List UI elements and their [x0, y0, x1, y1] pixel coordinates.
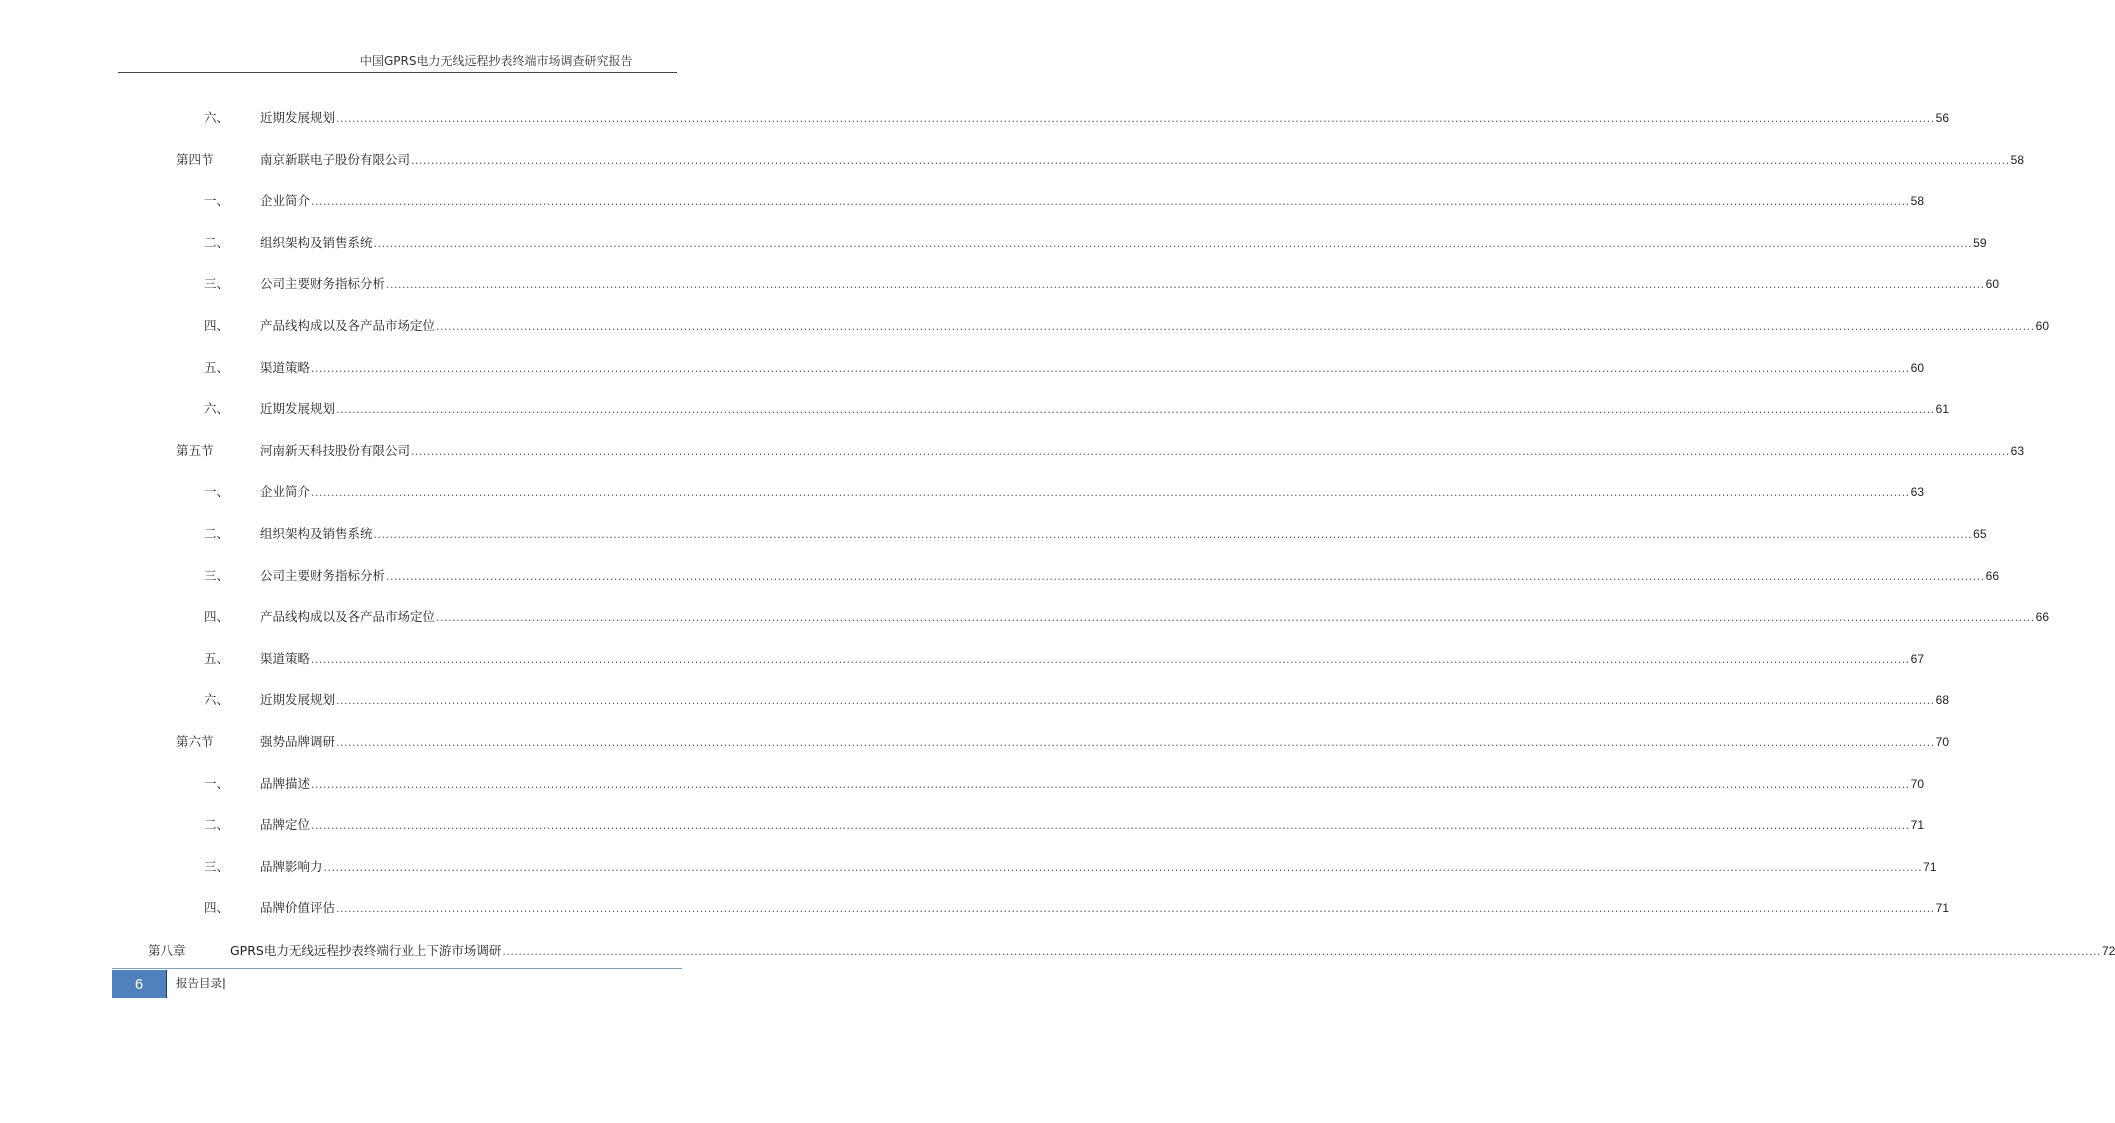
toc-entry-title: 近期发展规划	[260, 692, 336, 707]
toc-entry-title: 产品线构成以及各产品市场定位	[260, 318, 436, 333]
toc-dot-leader: ................................................................................................................................................................................................................................................................................................................................................................................................................	[411, 154, 2010, 167]
toc-entry-title: 品牌影响力	[260, 859, 323, 874]
toc-entry[interactable]	[0, 316, 2050, 336]
toc-dot-leader: ................................................................................................................................................................................................................................................................................................................................................................................................................	[411, 445, 2010, 458]
toc-entry[interactable]	[0, 399, 1950, 419]
toc-entry-title: 河南新天科技股份有限公司	[260, 443, 411, 458]
toc-entry-number: 五、	[204, 651, 230, 666]
toc-dot-leader: ................................................................................................................................................................................................................................................................................................................................................................................................................	[502, 945, 2101, 958]
toc-entry-number: 二、	[204, 526, 230, 541]
toc-entry-title: 企业简介	[260, 484, 311, 499]
page-number: 6	[112, 970, 166, 998]
toc-entry-number: 四、	[204, 900, 230, 915]
toc-entry[interactable]	[0, 941, 2115, 961]
toc-dot-leader: ................................................................................................................................................................................................................................................................................................................................................................................................................	[373, 237, 1973, 250]
toc-entry-page: 67	[1910, 652, 1925, 666]
toc-entry-number: 三、	[204, 568, 230, 583]
toc-entry[interactable]	[0, 898, 1950, 918]
footer-separator	[166, 970, 167, 998]
toc-entry-title: 企业简介	[260, 193, 311, 208]
toc-entry-number: 三、	[204, 276, 230, 291]
toc-dot-leader: ................................................................................................................................................................................................................................................................................................................................................................................................................	[386, 570, 1985, 583]
toc-entry-page: 60	[1985, 277, 2000, 291]
toc-dot-leader: ................................................................................................................................................................................................................................................................................................................................................................................................................	[373, 528, 1973, 541]
toc-entry[interactable]	[0, 732, 1950, 752]
toc-entry-page: 70	[1935, 735, 1950, 749]
toc-entry-title: 组织架构及销售系统	[260, 526, 373, 541]
toc-entry[interactable]	[0, 815, 1925, 835]
toc-entry-number: 一、	[204, 776, 230, 791]
toc-entry-page: 71	[1910, 818, 1925, 832]
toc-entry-number: 一、	[204, 193, 230, 208]
toc-entry-title: GPRS电力无线远程抄表终端行业上下游市场调研	[230, 943, 502, 958]
toc-entry-number: 第五节	[176, 443, 214, 458]
toc-dot-leader: ................................................................................................................................................................................................................................................................................................................................................................................................................	[311, 653, 1910, 666]
toc-entry-page: 60	[1910, 361, 1925, 375]
toc-entry[interactable]	[0, 233, 1987, 253]
toc-entry-page: 61	[1935, 402, 1950, 416]
toc-entry-number: 三、	[204, 859, 230, 874]
toc-dot-leader: ................................................................................................................................................................................................................................................................................................................................................................................................................	[311, 819, 1910, 832]
toc-entry[interactable]	[0, 690, 1950, 710]
toc-entry-page: 71	[1935, 901, 1950, 915]
toc-entry-page: 66	[1985, 569, 2000, 583]
toc-entry[interactable]	[0, 150, 2025, 170]
toc-entry[interactable]	[0, 482, 1925, 502]
toc-dot-leader: ................................................................................................................................................................................................................................................................................................................................................................................................................	[386, 278, 1985, 291]
toc-dot-leader: ................................................................................................................................................................................................................................................................................................................................................................................................................	[311, 195, 1910, 208]
toc-dot-leader: ................................................................................................................................................................................................................................................................................................................................................................................................................	[436, 611, 2035, 624]
toc-entry[interactable]	[0, 857, 1937, 877]
toc-entry-title: 渠道策略	[260, 651, 311, 666]
toc-entry-title: 组织架构及销售系统	[260, 235, 373, 250]
toc-entry[interactable]	[0, 441, 2025, 461]
toc-entry-number: 一、	[204, 484, 230, 499]
toc-entry-title: 近期发展规划	[260, 401, 336, 416]
toc-entry-page: 72	[2102, 944, 2115, 958]
toc-entry-title: 公司主要财务指标分析	[260, 276, 386, 291]
toc-entry[interactable]	[0, 649, 1925, 669]
toc-dot-leader: ................................................................................................................................................................................................................................................................................................................................................................................................................	[311, 362, 1910, 375]
toc-entry-title: 近期发展规划	[260, 110, 336, 125]
toc-entry-page: 63	[2010, 444, 2025, 458]
toc-entry-title: 品牌价值评估	[260, 900, 336, 915]
toc-dot-leader: ................................................................................................................................................................................................................................................................................................................................................................................................................	[336, 112, 1935, 125]
toc-entry-number: 二、	[204, 235, 230, 250]
toc-dot-leader: ................................................................................................................................................................................................................................................................................................................................................................................................................	[336, 403, 1935, 416]
toc-entry-page: 68	[1935, 693, 1950, 707]
toc-entry-title: 南京新联电子股份有限公司	[260, 152, 411, 167]
toc-entry-page: 66	[2035, 610, 2050, 624]
toc-entry[interactable]	[0, 358, 1925, 378]
toc-entry-title: 公司主要财务指标分析	[260, 568, 386, 583]
toc-entry-number: 四、	[204, 318, 230, 333]
toc-dot-leader: ................................................................................................................................................................................................................................................................................................................................................................................................................	[323, 861, 1923, 874]
toc-entry-number: 四、	[204, 609, 230, 624]
toc-entry-number: 二、	[204, 817, 230, 832]
toc-entry[interactable]	[0, 566, 2000, 586]
toc-entry-title: 产品线构成以及各产品市场定位	[260, 609, 436, 624]
toc-entry-page: 59	[1973, 236, 1987, 250]
toc-entry-page: 58	[1910, 194, 1925, 208]
toc-entry[interactable]	[0, 274, 2000, 294]
footer-divider	[112, 968, 682, 969]
toc-dot-leader: ................................................................................................................................................................................................................................................................................................................................................................................................................	[336, 694, 1935, 707]
toc-entry[interactable]	[0, 191, 1925, 211]
toc-entry[interactable]	[0, 108, 1950, 128]
toc-entry-number: 六、	[204, 692, 230, 707]
toc-entry-page: 60	[2035, 319, 2050, 333]
toc-entry-number: 五、	[204, 360, 230, 375]
toc-entry-title: 渠道策略	[260, 360, 311, 375]
toc-entry-title: 强势品牌调研	[260, 734, 336, 749]
toc-dot-leader: ................................................................................................................................................................................................................................................................................................................................................................................................................	[336, 902, 1935, 915]
toc-entry-page: 71	[1923, 860, 1937, 874]
toc-entry-number: 第八章	[148, 943, 186, 958]
toc-entry-page: 65	[1973, 527, 1987, 541]
toc-dot-leader: ................................................................................................................................................................................................................................................................................................................................................................................................................	[311, 486, 1910, 499]
toc-entry-number: 第四节	[176, 152, 214, 167]
toc-entry-page: 58	[2010, 153, 2025, 167]
toc-entry-page: 63	[1910, 485, 1925, 499]
toc-dot-leader: ................................................................................................................................................................................................................................................................................................................................................................................................................	[336, 736, 1935, 749]
toc-dot-leader: ................................................................................................................................................................................................................................................................................................................................................................................................................	[436, 320, 2035, 333]
header-title: 中国GPRS电力无线远程抄表终端市场调查研究报告	[360, 54, 633, 68]
toc-entry-page: 56	[1935, 111, 1950, 125]
toc-entry-number: 第六节	[176, 734, 214, 749]
toc-entry-number: 六、	[204, 401, 230, 416]
toc-entry-title: 品牌定位	[260, 817, 311, 832]
footer-label: 报告目录|	[176, 976, 226, 990]
toc-entry-title: 品牌描述	[260, 776, 311, 791]
toc-entry[interactable]	[0, 774, 1925, 794]
toc-entry-number: 六、	[204, 110, 230, 125]
toc-dot-leader: ................................................................................................................................................................................................................................................................................................................................................................................................................	[311, 778, 1910, 791]
toc-entry[interactable]	[0, 607, 2050, 627]
toc-entry-page: 70	[1910, 777, 1925, 791]
toc-entry[interactable]	[0, 524, 1987, 544]
